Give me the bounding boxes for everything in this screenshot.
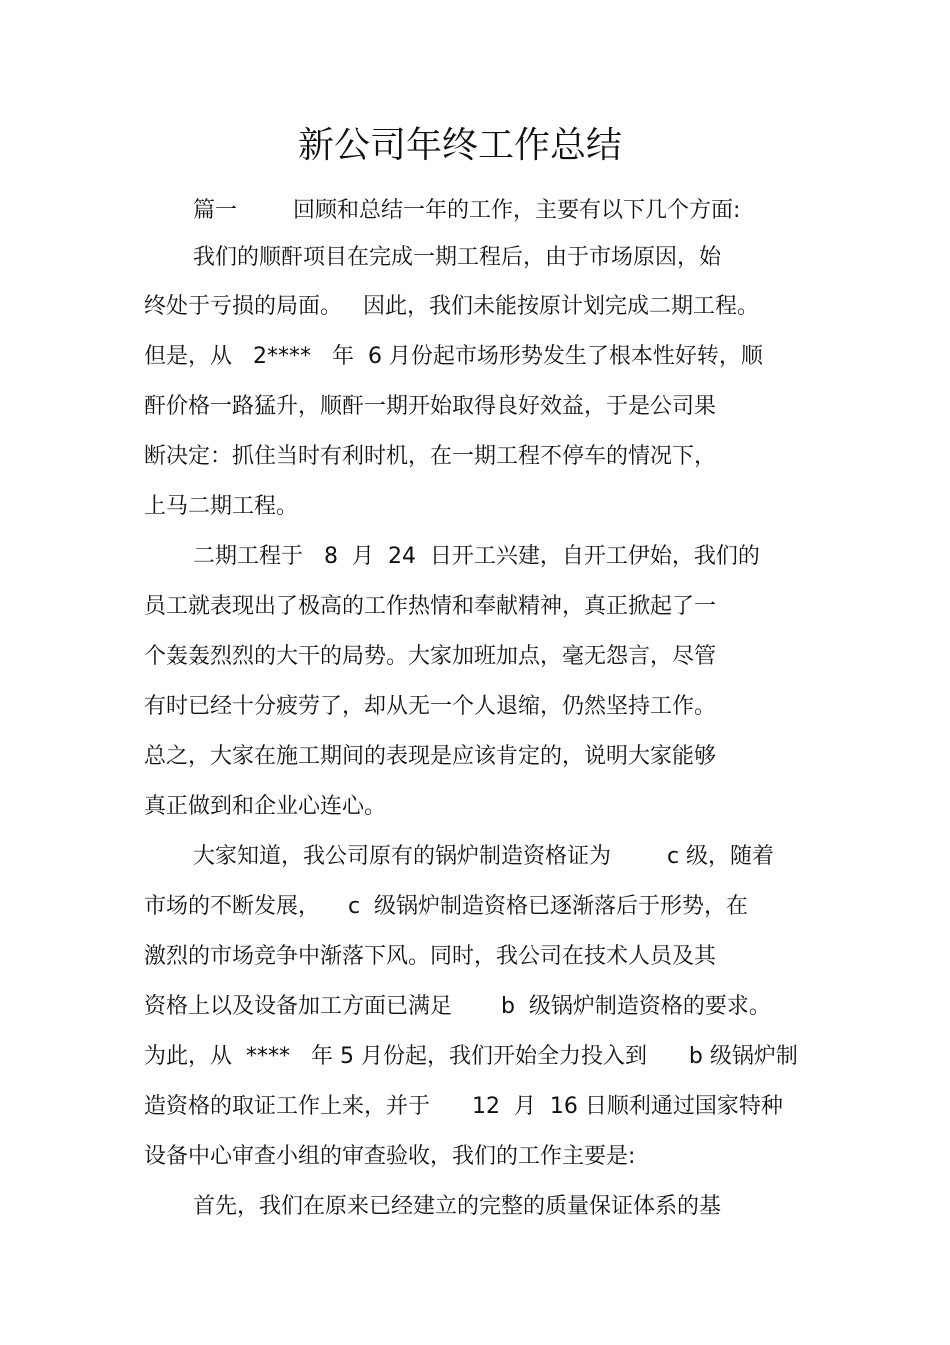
text-line: 我们的顺酐项目在完成一期工程后，由于市场原因，始 — [193, 245, 722, 270]
text-line: 设备中心审查小组的审查验收，我们的工作主要是: — [144, 1144, 636, 1169]
text-line: 上马二期工程。 — [144, 494, 299, 519]
text-line: 酐价格一路猛升，顺酐一期开始取得良好效益，于是公司果 — [144, 394, 717, 419]
text-line: 首先，我们在原来已经建立的完整的质量保证体系的基 — [193, 1194, 722, 1219]
text-line: 终处于亏损的局面。 因此，我们未能按原计划完成二期工程。 — [144, 294, 759, 319]
text-line: 为此，从 **** 年 5 月份起，我们开始全力投入到 b 级锅炉制 — [144, 1044, 798, 1069]
text-line: 总之，大家在施工期间的表现是应该肯定的，说明大家能够 — [144, 744, 717, 769]
text-line: 个轰轰烈烈的大干的局势。大家加班加点，毫无怨言，尽管 — [144, 644, 717, 669]
text-line: 断决定：抓住当时有利时机，在一期工程不停车的情况下， — [144, 444, 717, 469]
text-line: 市场的不断发展， c 级锅炉制造资格已逐渐落后于形势，在 — [144, 894, 749, 919]
text-line: 有时已经十分疲劳了，却从无一个人退缩，仍然坚持工作。 — [144, 694, 717, 719]
text-line: 激烈的市场竞争中渐落下风。同时，我公司在技术人员及其 — [144, 944, 717, 969]
text-line: 资格上以及设备加工方面已满足 b 级锅炉制造资格的要求。 — [144, 994, 771, 1019]
document-title: 新公司年终工作总结 — [297, 125, 622, 166]
text-line: 造资格的取证工作上来，并于 12 月 16 日顺利通过国家特种 — [144, 1094, 783, 1119]
text-line: 真正做到和企业心连心。 — [144, 794, 387, 819]
text-line: 但是，从 2**** 年 6 月份起市场形势发生了根本性好转，顺 — [144, 344, 763, 369]
text-line: 大家知道，我公司原有的锅炉制造资格证为 c 级，随着 — [193, 844, 775, 869]
text-line: 二期工程于 8 月 24 日开工兴建，自开工伊始，我们的 — [193, 544, 760, 569]
text-line: 篇一 回顾和总结一年的工作，主要有以下几个方面: — [193, 198, 741, 223]
text-line: 员工就表现出了极高的工作热情和奉献精神，真正掀起了一 — [144, 594, 717, 619]
